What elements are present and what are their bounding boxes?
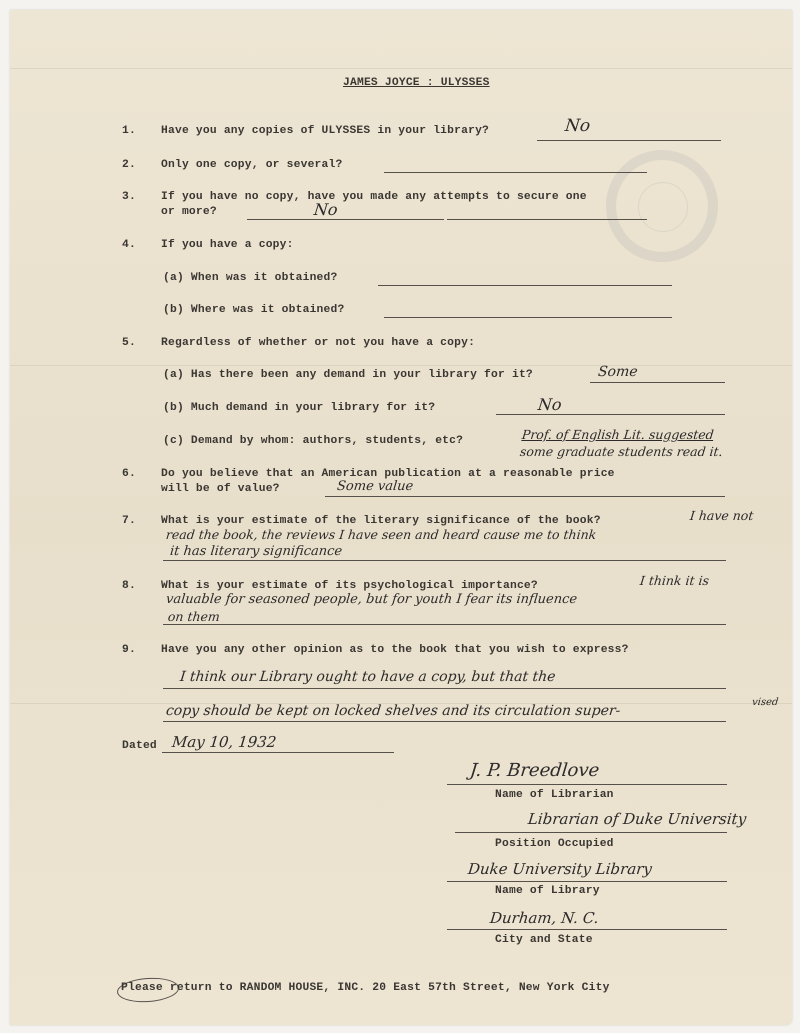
paper-fold bbox=[10, 68, 792, 69]
city-state-label: City and State bbox=[495, 934, 593, 946]
paper-fold bbox=[10, 365, 792, 366]
answer-line bbox=[163, 560, 726, 561]
answer-line bbox=[384, 172, 647, 173]
question-number: 9. bbox=[122, 644, 136, 656]
question-4b-label: (b) Where was it obtained? bbox=[163, 304, 345, 316]
question-number: 5. bbox=[122, 337, 136, 349]
dated-value: May 10, 1932 bbox=[171, 733, 278, 751]
signature-line bbox=[455, 832, 727, 833]
question-5a-label: (a) Has there been any demand in your library for it? bbox=[163, 369, 533, 381]
question-6-text-line1: Do you believe that an American publication at a reasonable price bbox=[161, 468, 615, 480]
question-8-text: What is your estimate of its psychological importance? bbox=[161, 580, 538, 592]
answer-line bbox=[590, 382, 725, 383]
question-number: 1. bbox=[122, 125, 136, 137]
question-4a-label: (a) When was it obtained? bbox=[163, 272, 338, 284]
question-3-text-line1: If you have no copy, have you made any attempts to secure one bbox=[161, 191, 587, 203]
answer-line bbox=[163, 688, 726, 689]
library-stamp-icon bbox=[606, 150, 718, 262]
question-3-text-line2: or more? bbox=[161, 206, 217, 218]
answer-5a: Some bbox=[597, 364, 639, 380]
answer-7-line2: read the book, the reviews I have seen and heard cause me to think bbox=[165, 527, 598, 542]
question-2-text: Only one copy, or several? bbox=[161, 159, 343, 171]
date-line bbox=[162, 752, 394, 753]
question-5b-label: (b) Much demand in your library for it? bbox=[163, 402, 436, 414]
answer-line bbox=[325, 496, 725, 497]
dated-label: Dated bbox=[122, 740, 157, 752]
answer-9-superscript: vised bbox=[751, 697, 779, 708]
question-5c-label: (c) Demand by whom: authors, students, etc? bbox=[163, 435, 464, 447]
question-5-text: Regardless of whether or not you have a copy: bbox=[161, 337, 476, 349]
signature-line bbox=[447, 784, 727, 785]
answer-5b: No bbox=[537, 395, 563, 414]
librarian-signature: J. P. Breedlove bbox=[468, 760, 601, 781]
answer-7-line1: I have not bbox=[689, 508, 755, 523]
answer-8-line2: valuable for seasoned people, but for youth I fear its influence bbox=[165, 592, 578, 607]
answer-9-line2: copy should be kept on locked shelves and its circulation super- bbox=[165, 703, 622, 719]
question-4-text: If you have a copy: bbox=[161, 239, 294, 251]
question-number: 7. bbox=[122, 515, 136, 527]
answer-line bbox=[378, 285, 672, 286]
answer-line bbox=[163, 721, 726, 722]
signature-line bbox=[447, 881, 727, 882]
answer-5c-line1: Prof. of English Lit. suggested bbox=[521, 427, 715, 442]
position-occupied-label: Position Occupied bbox=[495, 838, 614, 850]
document-title: JAMES JOYCE : ULYSSES bbox=[343, 77, 490, 89]
question-7-text: What is your estimate of the literary significance of the book? bbox=[161, 515, 601, 527]
position-occupied-value: Librarian of Duke University bbox=[527, 810, 748, 828]
library-name-label: Name of Library bbox=[495, 885, 600, 897]
answer-8-line1: I think it is bbox=[639, 573, 710, 588]
city-state-value: Durham, N. C. bbox=[489, 909, 600, 927]
answer-9-line1: I think our Library ought to have a copy, but that the bbox=[179, 669, 557, 685]
library-name-value: Duke University Library bbox=[467, 860, 653, 878]
answer-7-line3: it has literary significance bbox=[169, 544, 343, 559]
answer-line bbox=[163, 624, 726, 625]
question-number: 4. bbox=[122, 239, 136, 251]
question-number: 2. bbox=[122, 159, 136, 171]
answer-line bbox=[537, 140, 721, 141]
librarian-name-label: Name of Librarian bbox=[495, 789, 614, 801]
question-9-text: Have you any other opinion as to the book that you wish to express? bbox=[161, 644, 629, 656]
question-number: 3. bbox=[122, 191, 136, 203]
answer-8-line3: on them bbox=[167, 609, 221, 624]
answer-line bbox=[384, 317, 672, 318]
answer-line bbox=[496, 414, 725, 415]
answer-5c-line2: some graduate students read it. bbox=[519, 444, 724, 459]
answer-line bbox=[247, 219, 444, 220]
question-number: 6. bbox=[122, 468, 136, 480]
question-6-text-line2: will be of value? bbox=[161, 483, 280, 495]
answer-1: No bbox=[563, 116, 592, 136]
return-address-footer: Please return to RANDOM HOUSE, INC. 20 East 57th Street, New York City bbox=[121, 982, 610, 994]
question-1-text: Have you any copies of ULYSSES in your library? bbox=[161, 125, 490, 137]
answer-6: Some value bbox=[336, 479, 415, 494]
question-number: 8. bbox=[122, 580, 136, 592]
answer-3: No bbox=[313, 200, 339, 219]
signature-line bbox=[447, 929, 727, 930]
answer-line bbox=[447, 219, 647, 220]
